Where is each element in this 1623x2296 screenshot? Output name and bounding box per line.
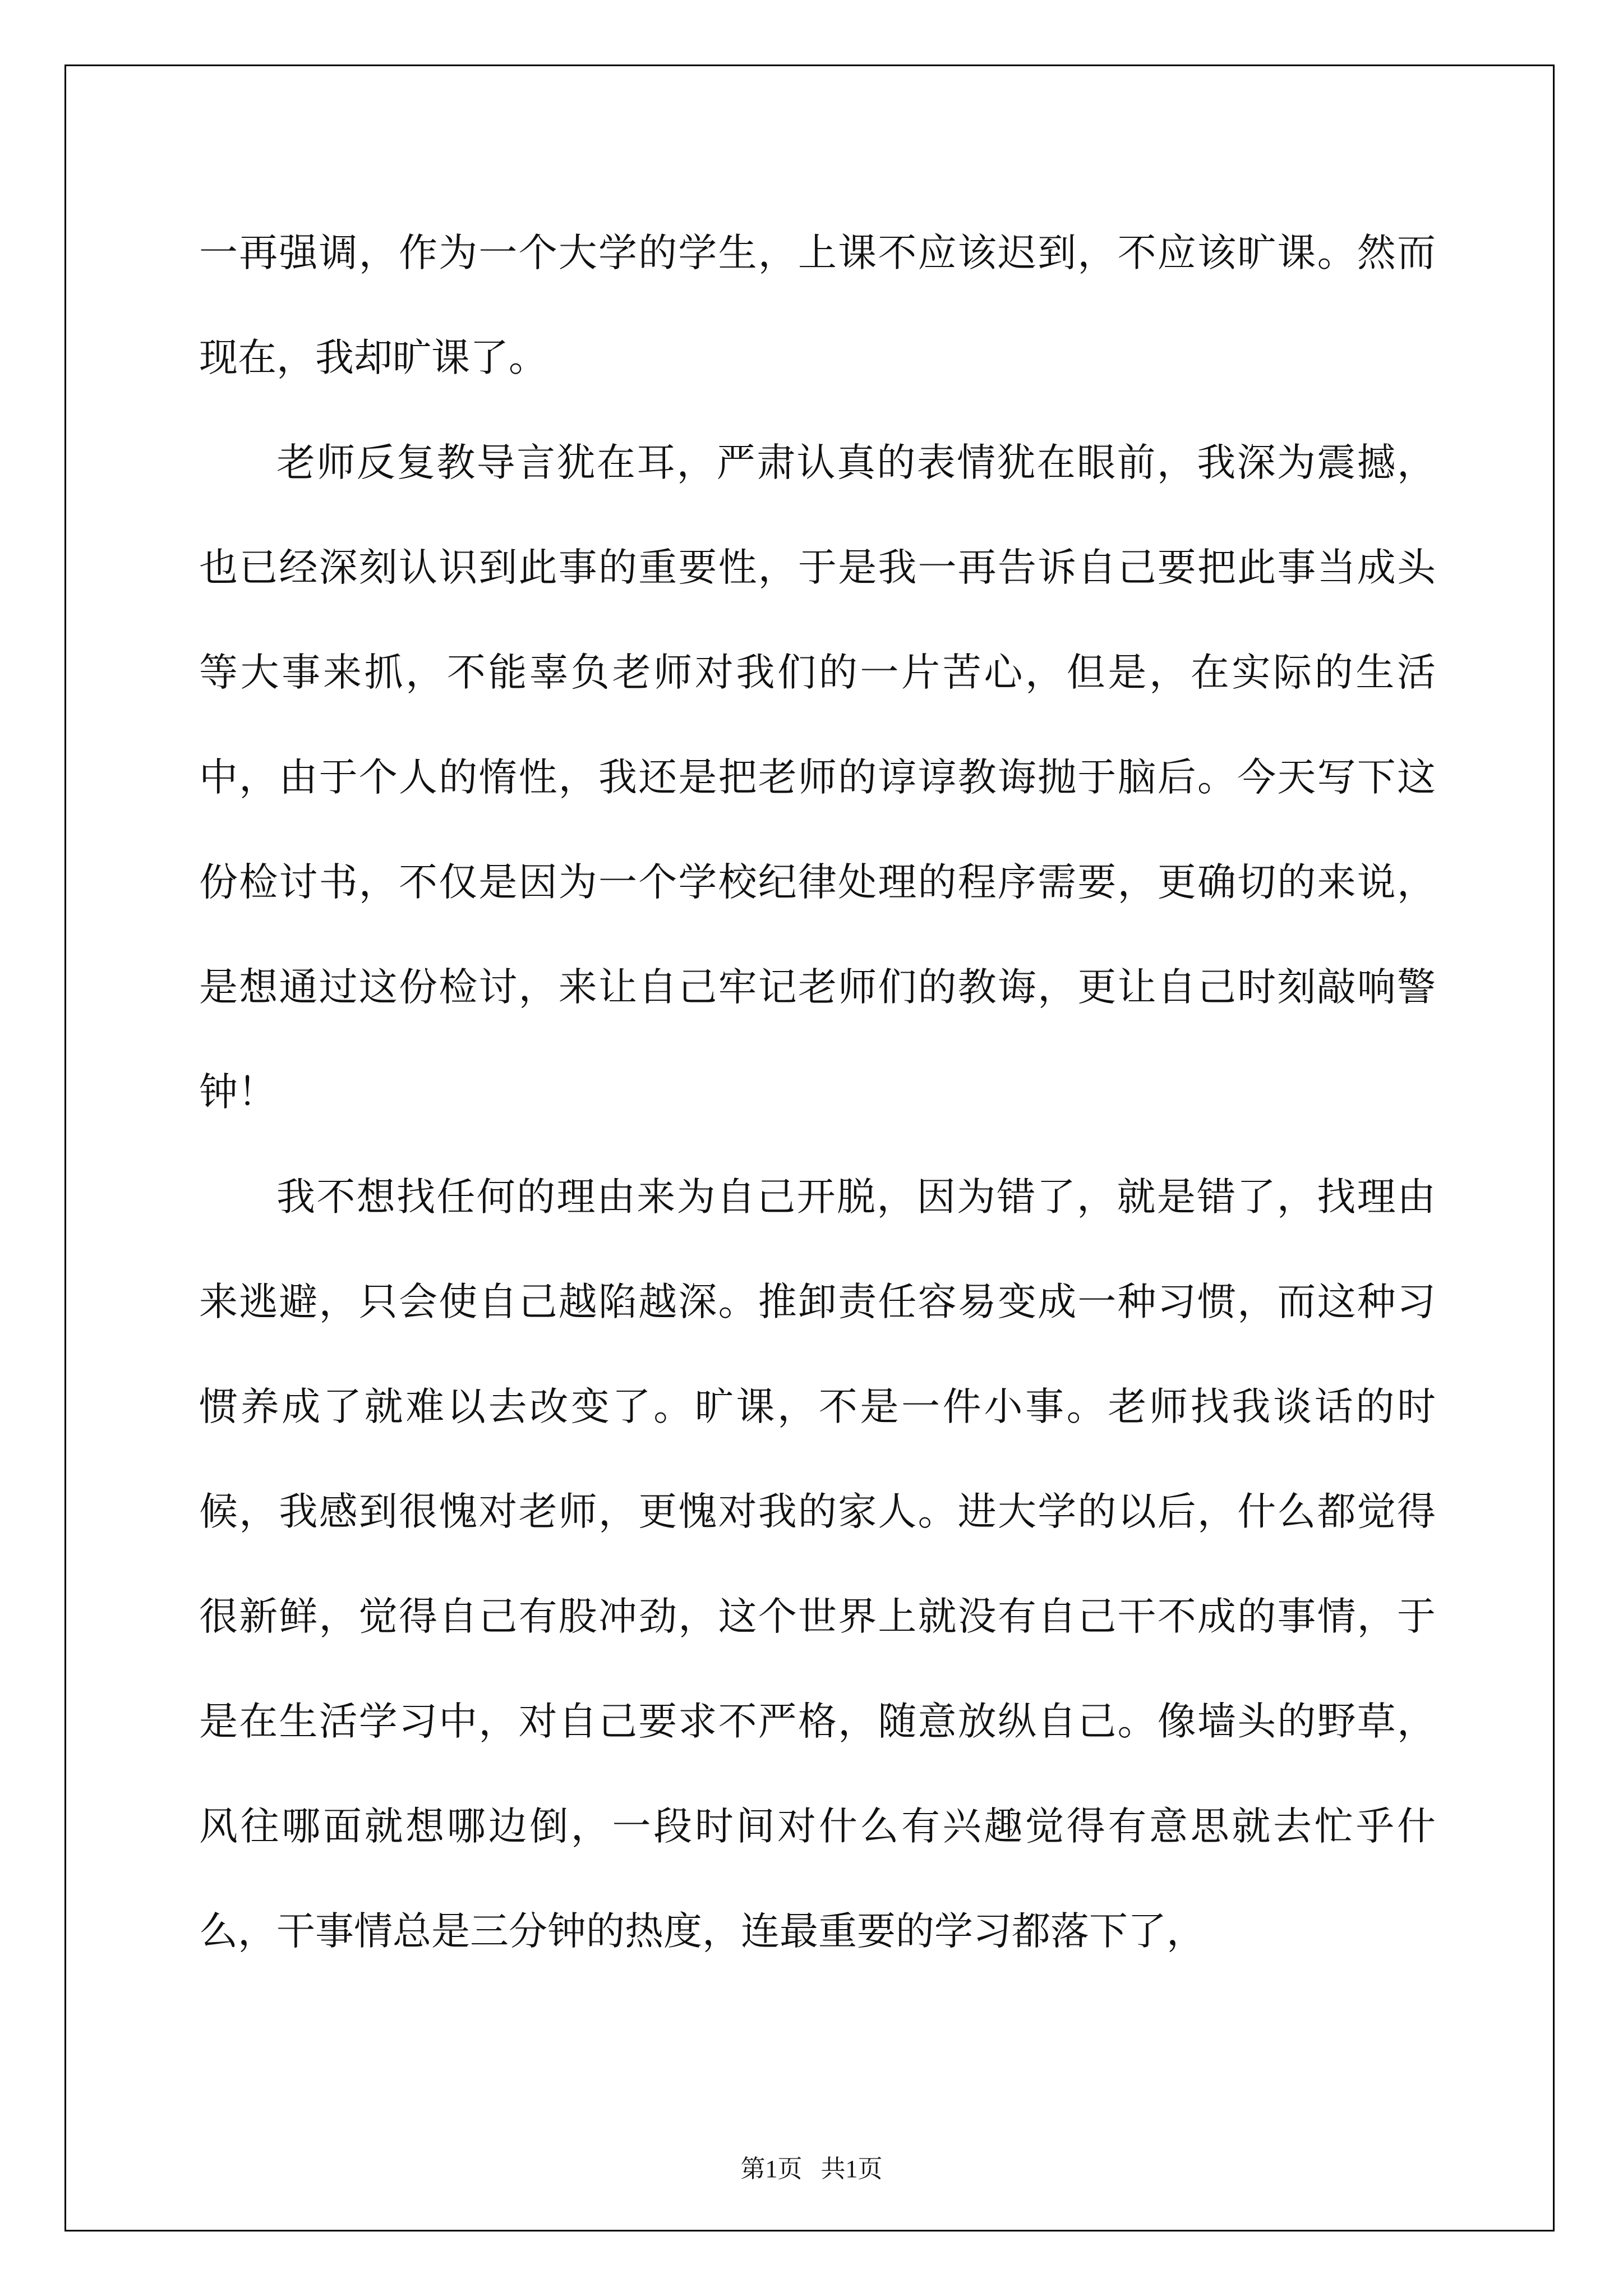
document-body (199, 201, 1436, 1984)
page-footer: 第1页 共1页 (740, 2155, 883, 2183)
paragraph-self-reflection: 我不想找任何的理由来为自己开脱，因为错了，就是错了，找理由来逃避，只会使自己越陷越深。推卸责任容易变成一种习惯，而这种习惯养成了就难以去改变了。旷课，不是一件小事。老师找我谈话的时候，我感到很愧对老师，更愧对我的家人。进大学的以后，什么都觉得很新鲜，觉得自己有股冲劲，这个世界上就没有自己干不成的事情，于是在生活学习中，对自己要求不严格，随意放纵自己。像墙头的野草，风往哪面就想哪边倒，一段时间对什么有兴趣觉得有意思就去忙乎什么，干事情总是三分钟的热度，连最重要的学习都落下了， (199, 1175, 1436, 1954)
paragraph-teacher-guidance: 老师反复教导言犹在耳，严肃认真的表情犹在眼前，我深为震撼，也已经深刻认识到此事的重要性，于是我一再告诉自己要把此事当成头等大事来抓，不能辜负老师对我们的一片苦心，但是，在实际的生活中，由于个人的惰性，我还是把老师的谆谆教诲抛于脑后。今天写下这份检讨书，不仅是因为一个学校纪律处理的程序需要，更确切的来说，是想通过这份检讨，来让自己牢记老师们的教诲，更让自己时刻敲响警钟！ (199, 440, 1436, 1115)
paragraph-continuation: 一再强调，作为一个大学的学生，上课不应该迟到，不应该旷课。然而现在，我却旷课了。 (199, 231, 1436, 380)
